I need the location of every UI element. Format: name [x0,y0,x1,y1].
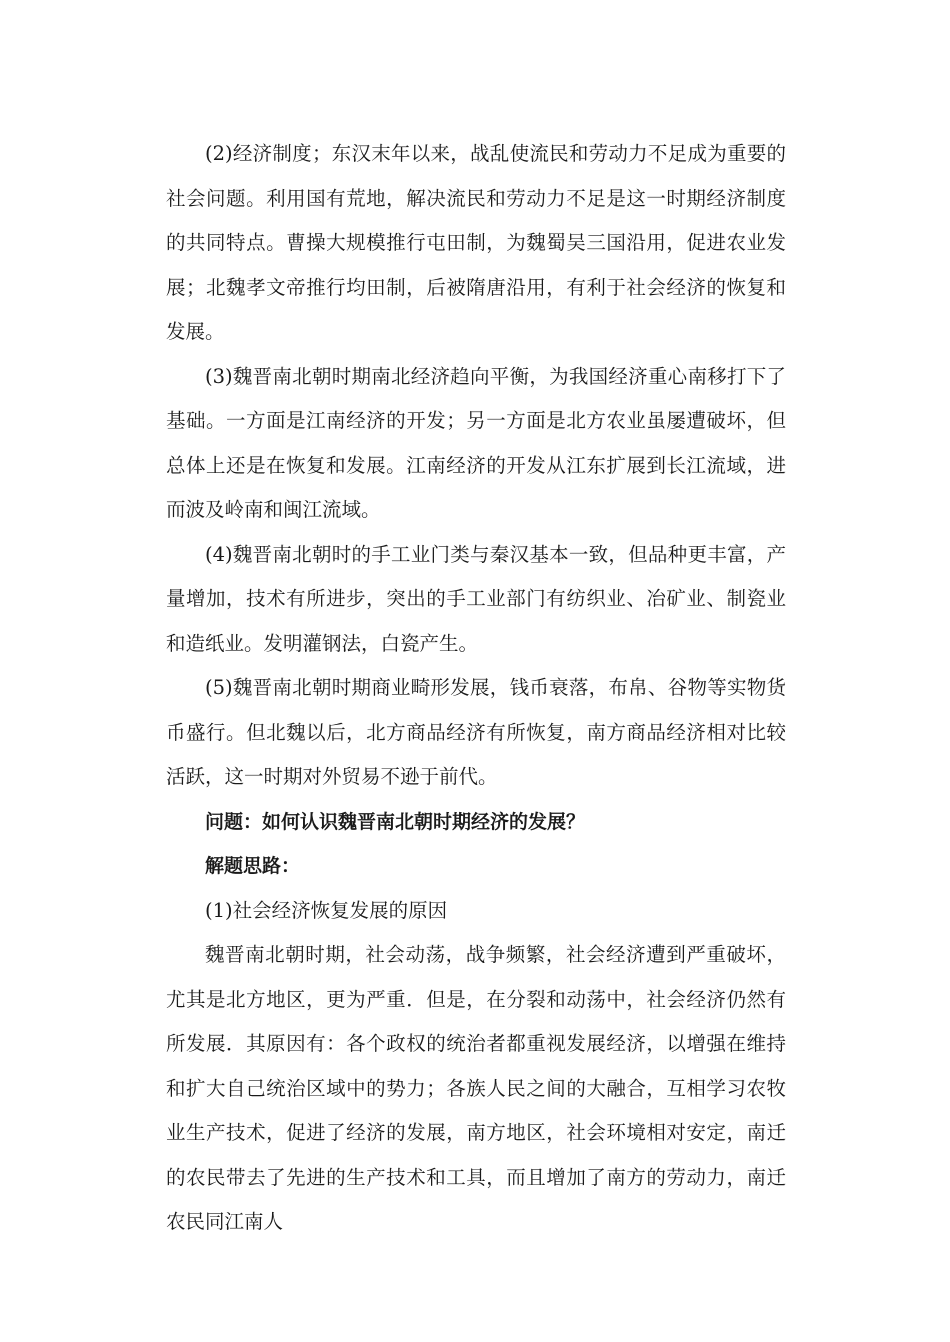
question-heading: 问题：如何认识魏晋南北朝时期经济的发展？ [205,810,586,833]
paragraph-economic-system: (2)经济制度；东汉末年以来，战乱使流民和劳动力不足成为重要的社会问题。利用国有荒地，解决流民和劳动力不足是这一时期经济制度的共同特点。曹操大规模推行屯田制，为魏蜀吴三国沿用，促进农业发展；北魏孝文帝推行均田制，后被隋唐沿用，有利于社会经济的恢复和发展。 [166,142,786,343]
paragraph-recovery-reasons: 魏晋南北朝时期，社会动荡，战争频繁，社会经济遭到严重破坏，尤其是北方地区，更为严重．但是，在分裂和动荡中，社会经济仍然有所发展．其原因有：各个政权的统治者都重视发展经济，以增强在维持和扩大自己统治区域中的势力；各族人民之间的大融合，互相学习农牧业生产技术，促进了经济的发展，南方地区，社会环境相对安定，南迁的农民带去了先进的生产技术和工具，而且增加了南方的劳动力，南迁农民同江南人 [166,943,786,1233]
document-body [166,132,786,1245]
paragraph-handicraft: (4)魏晋南北朝时的手工业门类与秦汉基本一致，但品种更丰富，产量增加，技术有所进步，突出的手工业部门有纺织业、冶矿业、制瓷业和造纸业。发明灌钢法，白瓷产生。 [166,542,786,655]
subheading-recovery-reasons: (1)社会经济恢复发展的原因 [205,898,448,922]
solution-heading: 解题思路： [205,855,301,877]
paragraph-north-south-balance: (3)魏晋南北朝时期南北经济趋向平衡，为我国经济重心南移打下了基础。一方面是江南经济的开发；另一方面是北方农业虽屡遭破坏，但总体上还是在恢复和发展。江南经济的开发从江东扩展到长江流域，进而波及岭南和闽江流域。 [166,364,786,521]
paragraph-commerce: (5)魏晋南北朝时期商业畸形发展，钱币衰落，布帛、谷物等实物货币盛行。但北魏以后，北方商品经济有所恢复，南方商品经济相对比较活跃，这一时期对外贸易不逊于前代。 [166,676,786,788]
